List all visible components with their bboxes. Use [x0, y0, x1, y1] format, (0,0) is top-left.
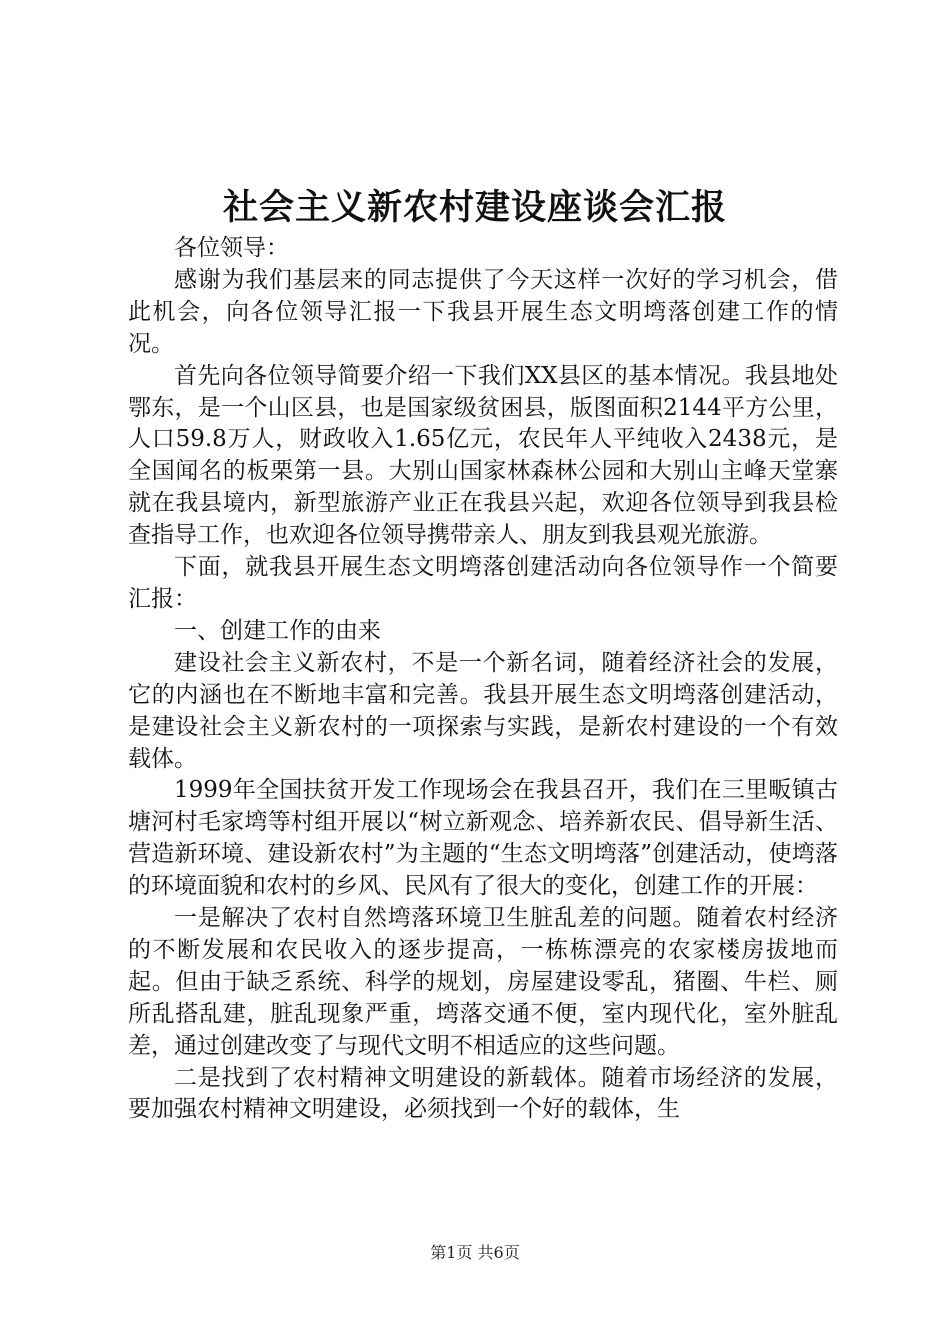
- body-paragraph: 一是解决了农村自然塆落环境卫生脏乱差的问题。随着农村经济的不断发展和农民收入的逐步提高，一栋栋漂亮的农家楼房拔地而起。但由于缺乏系统、科学的规划，房屋建设零乱，猪圈、牛栏、厕所乱搭乱建，脏乱现象严重，塆落交通不便，室内现代化，室外脏乱差，通过创建改变了与现代文明不相适应的这些问题。: [128, 905, 838, 1059]
- body-paragraph: 1999年全国扶贫开发工作现场会在我县召开，我们在三里畈镇古塘河村毛家塆等村组开展以“树立新观念、培养新农民、倡导新生活、营造新环境、建设新农村”为主题的“生态文明塆落”创建活动，使塆落的环境面貌和农村的乡风、民风有了很大的变化，创建工作的开展：: [128, 777, 838, 900]
- body-paragraph: 二是找到了农村精神文明建设的新载体。随着市场经济的发展，要加强农村精神文明建设，必须找到一个好的载体，生: [128, 1064, 838, 1123]
- page-number-footer: 第1页 共6页: [430, 1243, 520, 1262]
- salutation: 各位领导：: [174, 235, 289, 261]
- body-paragraph: 建设社会主义新农村，不是一个新名词，随着经济社会的发展，它的内涵也在不断地丰富和完善。我县开展生态文明塆落创建活动，是建设社会主义新农村的一项探索与实践，是新农村建设的一个有效载体。: [128, 649, 838, 772]
- document-title: 社会主义新农村建设座谈会汇报: [222, 187, 727, 228]
- document-body: [128, 233, 838, 1126]
- body-paragraph: 感谢为我们基层来的同志提供了今天这样一次好的学习机会，借此机会，向各位领导汇报一下我县开展生态文明塆落创建工作的情况。: [128, 266, 838, 357]
- section-heading: 一、创建工作的由来: [174, 617, 381, 644]
- body-paragraph: 下面，就我县开展生态文明塆落创建活动向各位领导作一个简要汇报：: [128, 554, 838, 612]
- body-paragraph: 首先向各位领导简要介绍一下我们XX县区的基本情况。我县地处鄂东，是一个山区县，也是国家级贫困县，版图面积2144平方公里，人口59.8万人，财政收入1.65亿元，农民年人平纯收入2438元，是全国闻名的板栗第一县。大别山国家林森林公园和大别山主峰天堂寨就在我县境内，新型旅游产业正在我县兴起，欢迎各位领导到我县检查指导工作，也欢迎各位领导携带亲人、朋友到我县观光旅游。: [128, 362, 838, 549]
